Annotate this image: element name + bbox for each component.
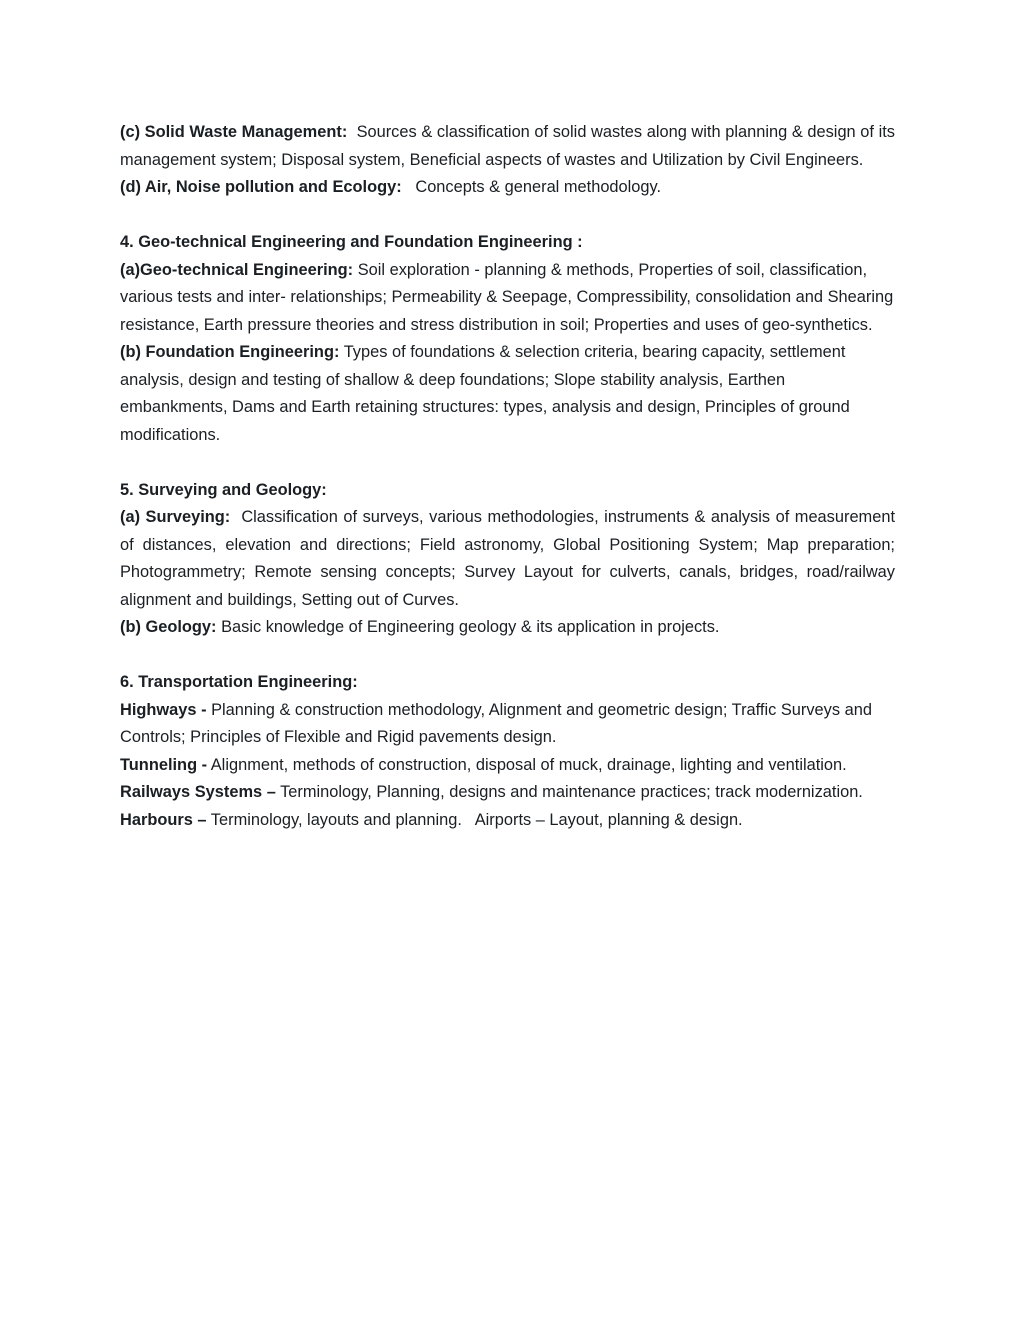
surveying-paragraph: [120, 504, 895, 614]
section-4-heading: 4. Geo-technical Engineering and Foundation Engineering :: [120, 233, 583, 251]
section-5-heading: 5. Surveying and Geology:: [120, 480, 327, 499]
solid-waste-text: Sources & classification of solid wastes along with planning & design of its management system; Disposal system, Beneficial aspects of wastes and Utilization by Civil Engineers.: [120, 123, 895, 169]
spacer: [120, 642, 895, 670]
geotech-text: Soil exploration - planning & methods, Properties of soil, classification, various tests and inter- relationships; Permeability & Seepage, Compressibility, consolidation and Shearing resistance, Earth pressure theories and stress distribution in soil; Properties and uses of geo-synthetics.: [120, 260, 894, 334]
railways-paragraph: [120, 779, 895, 807]
spacer: [120, 449, 895, 477]
spacer: [120, 202, 895, 230]
air-noise-label: (d) Air, Noise pollution and Ecology:: [120, 178, 402, 196]
document-page: [120, 119, 895, 834]
highways-text: Planning & construction methodology, Alignment and geometric design; Traffic Surveys and Controls; Principles of Flexible and Rigid pavements design.: [120, 700, 872, 746]
surveying-label: (a) Surveying:: [120, 508, 231, 526]
tunneling-paragraph: [120, 752, 895, 780]
solid-waste-label: (c) Solid Waste Management:: [120, 123, 348, 141]
geology-paragraph: [120, 614, 895, 642]
railways-label: Railways Systems –: [120, 783, 276, 801]
tunneling-text: Alignment, methods of construction, disposal of muck, drainage, lighting and ventilation.: [210, 755, 847, 774]
geology-label: (b) Geology:: [120, 618, 217, 636]
section-6-heading: 6. Transportation Engineering:: [120, 673, 358, 691]
air-noise-paragraph: [120, 174, 895, 202]
harbours-label: Harbours –: [120, 810, 207, 829]
tunneling-label: Tunneling -: [120, 755, 208, 774]
geotech-label: (a)Geo-technical Engineering:: [120, 260, 354, 279]
geology-text: Basic knowledge of Engineering geology & its application in projects.: [221, 618, 720, 636]
highways-label: Highways -: [120, 700, 207, 719]
surveying-text: Classification of surveys, various methodologies, instruments & analysis of measurement of distances, elevation and directions; Field astronomy, Global Positioning System; Map preparation; Photogrammetry; Remote sensing concepts; Survey Layout for culverts, canals, bridges, road/railway alignment and buildings, Setting out of Curves.: [120, 508, 896, 609]
harbours-paragraph: [120, 807, 895, 835]
geotech-paragraph: [120, 257, 895, 340]
highways-paragraph: [120, 697, 895, 752]
railways-text: Terminology, Planning, designs and maintenance practices; track modernization.: [280, 783, 863, 801]
air-noise-text: Concepts & general methodology.: [415, 178, 662, 196]
foundation-label: (b) Foundation Engineering:: [120, 343, 340, 361]
harbours-text: Terminology, layouts and planning. Airports – Layout, planning & design.: [210, 810, 743, 829]
solid-waste-paragraph: [120, 119, 895, 174]
foundation-text: Types of foundations & selection criteria, bearing capacity, settlement analysis, design and testing of shallow & deep foundations; Slope stability analysis, Earthen embankments, Dams and Earth retaining structures: types, analysis and design, Principles of ground modifications.: [120, 343, 850, 444]
foundation-paragraph: [120, 339, 895, 449]
